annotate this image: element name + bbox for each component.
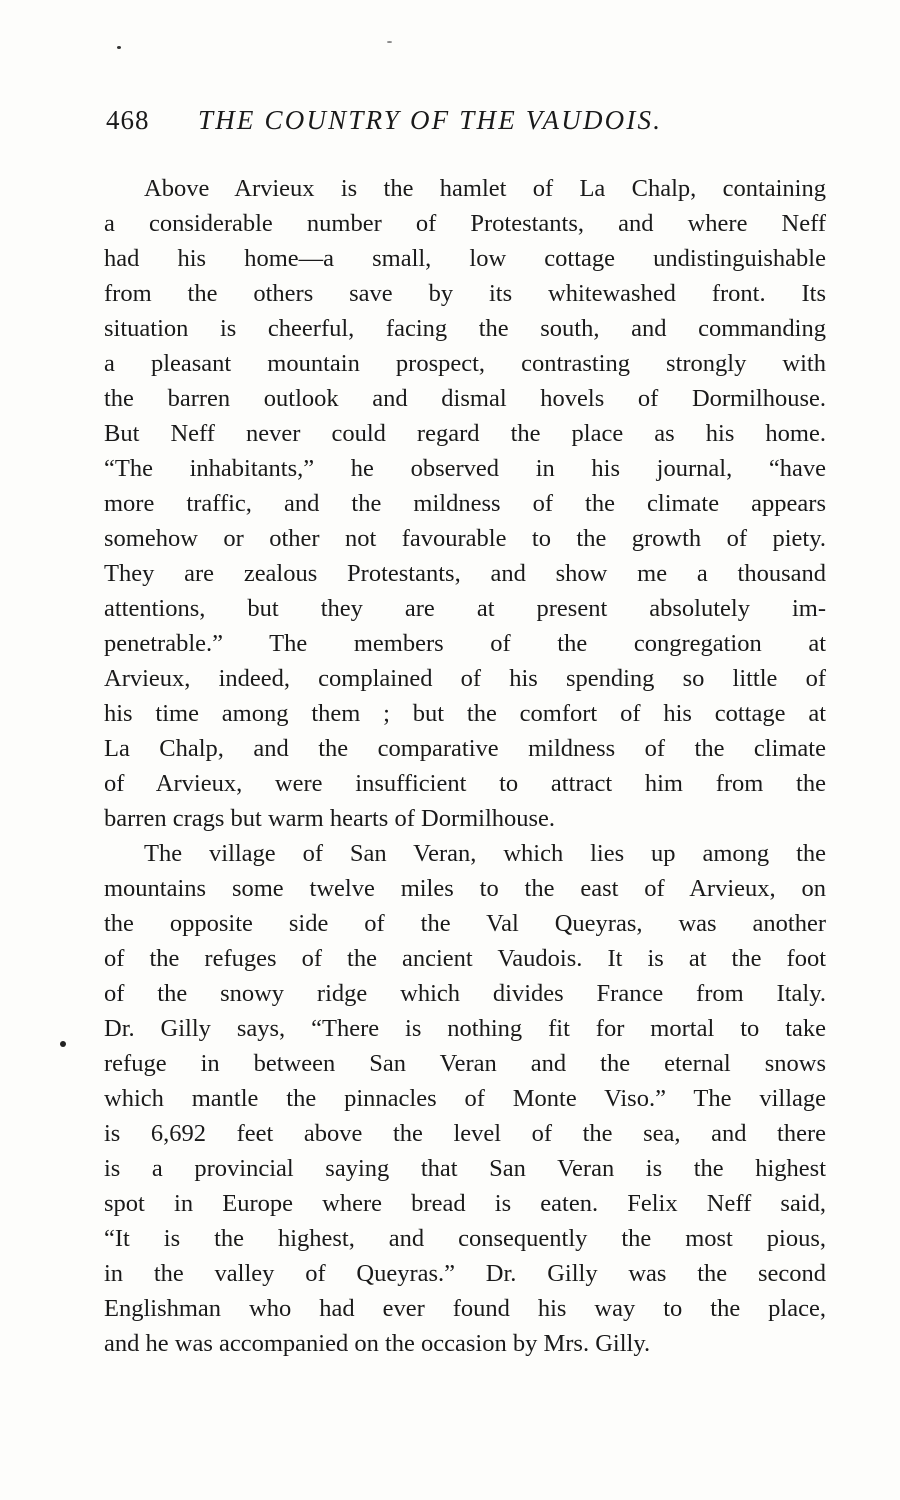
text-line: of Arvieux, were insufficient to attract him from the — [104, 770, 826, 797]
text-line: But Neff never could regard the place as his home. — [104, 420, 826, 447]
text-line: spot in Europe where bread is eaten. Felix Neff said, — [104, 1190, 826, 1217]
text-line: which mantle the pinnacles of Monte Viso.” The village — [104, 1085, 826, 1112]
text-line: his time among them ; but the comfort of his cottage at — [104, 700, 826, 727]
text-line: The village of San Veran, which lies up among the — [144, 840, 826, 867]
running-title: THE COUNTRY OF THE VAUDOIS. — [198, 105, 663, 135]
margin-mark — [60, 1041, 66, 1047]
text-line: is a provincial saying that San Veran is the highest — [104, 1155, 826, 1182]
text-line: Dr. Gilly says, “There is nothing fit for mortal to take — [104, 1015, 826, 1042]
text-line: somehow or other not favourable to the growth of piety. — [104, 525, 826, 552]
text-line: barren crags but warm hearts of Dormilhouse. — [104, 805, 556, 832]
text-line: is 6,692 feet above the level of the sea, and there — [104, 1120, 826, 1147]
page-number: 468 — [106, 105, 150, 135]
text-line: a considerable number of Protestants, and where Neff — [104, 210, 826, 237]
ink-speck — [117, 46, 121, 49]
running-header — [106, 100, 826, 140]
text-line: “It is the highest, and consequently the most pious, — [104, 1225, 826, 1252]
text-line: attentions, but they are at present absolutely im- — [104, 595, 826, 622]
text-line: They are zealous Protestants, and show me a thousand — [104, 560, 826, 587]
paragraph-2 — [104, 836, 826, 1361]
text-line: the opposite side of the Val Queyras, was another — [104, 910, 826, 937]
text-line: “The inhabitants,” he observed in his journal, “have — [104, 455, 826, 482]
text-line: and he was accompanied on the occasion by Mrs. Gilly. — [104, 1330, 651, 1357]
text-line: a pleasant mountain prospect, contrasting strongly with — [104, 350, 826, 377]
text-line: Above Arvieux is the hamlet of La Chalp, containing — [144, 175, 826, 202]
text-line: mountains some twelve miles to the east of Arvieux, on — [104, 875, 826, 902]
text-line: of the refuges of the ancient Vaudois. It is at the foot — [104, 945, 826, 972]
text-line: from the others save by its whitewashed front. Its — [104, 280, 826, 307]
paragraph-1 — [104, 171, 826, 836]
text-line: La Chalp, and the comparative mildness of the climate — [104, 735, 826, 762]
ink-speck — [387, 41, 392, 43]
text-line: more traffic, and the mildness of the climate appears — [104, 490, 826, 517]
text-line: situation is cheerful, facing the south, and commanding — [104, 315, 826, 342]
text-line: the barren outlook and dismal hovels of Dormilhouse. — [104, 385, 826, 412]
text-line: refuge in between San Veran and the eternal snows — [104, 1050, 826, 1077]
text-line: of the snowy ridge which divides France from Italy. — [104, 980, 826, 1007]
text-line: penetrable.” The members of the congregation at — [104, 630, 826, 657]
text-line: Englishman who had ever found his way to the place, — [104, 1295, 826, 1322]
text-line: had his home—a small, low cottage undistinguishable — [104, 245, 826, 272]
text-line: Arvieux, indeed, complained of his spending so little of — [104, 665, 826, 692]
text-line: in the valley of Queyras.” Dr. Gilly was the second — [104, 1260, 826, 1287]
body-text — [104, 171, 826, 1361]
